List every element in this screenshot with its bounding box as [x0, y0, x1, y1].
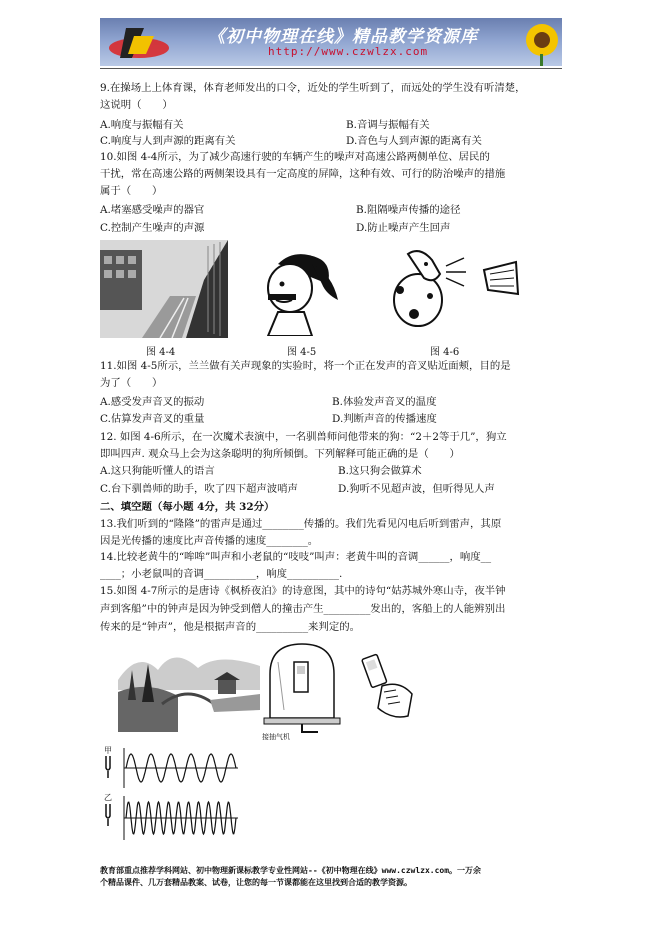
site-url[interactable]: http://www.czwlzx.com — [268, 45, 429, 58]
q12-option-d: D.狗听不见超声波，但听得见人声 — [338, 483, 495, 495]
q9-stem-line1: 9.在操场上上体育课，体育老师发出的口令，近处的学生听到了，而远处的学生没有听清楚， — [100, 82, 526, 94]
q10-stem-line1: 10.如图 4-4所示，为了减少高速行驶的车辆产生的噪声对高速公路两侧单位、居民的 — [100, 151, 490, 163]
fork-a-label: 甲 — [104, 746, 112, 755]
sunflower-image — [518, 18, 562, 66]
q9-option-a: A.响度与振幅有关 — [100, 119, 184, 131]
bell-jar-phone-apparatus — [262, 640, 342, 742]
q10-option-d: D.防止噪声产生回声 — [356, 222, 451, 234]
q9-option-d: D.音色与人到声源的距离有关 — [346, 135, 482, 147]
q12-stem-line1: 12. 如图 4-6所示，在一次魔术表演中，一名驯兽师问他带来的狗：“2＋2等于几”，狗立 — [100, 431, 507, 443]
footer-line1: 教育部重点推荐学科网站、初中物理新课标教学专业性网站--《初中物理在线》www.czwlzx.com。一万余 — [100, 866, 482, 875]
header-rule — [100, 68, 562, 69]
q14-line2: ____；小老鼠叫的音调__________，响度__________. — [100, 568, 343, 580]
figure-4-6-caption: 图 4-6 — [430, 347, 460, 358]
q10-option-b: B.阻隔噪声传播的途径 — [356, 204, 461, 216]
q9-stem-line2: 这说明（ ） — [100, 99, 173, 111]
q13-line2: 因是光传播的速度比声音传播的速度________。 — [100, 535, 319, 547]
q15-line3: 传来的是“钟声”，他是根据声音的__________来判定的。 — [100, 621, 360, 633]
site-title: 《初中物理在线》精品教学资源库 — [208, 27, 478, 47]
q10-stem-line3: 属于（ ） — [100, 185, 163, 197]
q10-option-a: A.堵塞感受噪声的器官 — [100, 204, 205, 216]
girl-tuning-fork-illustration — [248, 244, 340, 336]
q11-option-a: A.感受发声音叉的振动 — [100, 396, 205, 408]
fork-b-label: 乙 — [104, 793, 112, 802]
q9-option-c: C.响度与人到声源的距离有关 — [100, 135, 236, 147]
q15-line1: 15.如图 4-7所示的是唐诗《枫桥夜泊》的诗意图，其中的诗句“姑苏城外寒山寺，夜半钟 — [100, 585, 506, 597]
q9-option-b: B.音调与振幅有关 — [346, 119, 430, 131]
q15-line2: 声到客船”中的钟声是因为钟受到僧人的撞击产生_________发出的，客船上的人能辨别出 — [100, 603, 506, 615]
q13-line1: 13.我们听到的“隆隆”的雷声是通过________传播的。我们先看见闪电后听到雷声，其原 — [100, 518, 502, 530]
dog-whistle-illustration — [380, 244, 520, 336]
site-logo — [104, 22, 174, 64]
q12-stem-line2: 即叫四声. 观众马上会为这条聪明的狗所倾倒。下列解释可能正确的是（ ） — [100, 448, 460, 460]
q11-stem-line1: 11.如图 4-5所示，兰兰做有关声现象的实验时，将一个正在发声的音叉贴近面颊，目的是 — [100, 360, 511, 372]
q11-option-d: D.判断声音的传播速度 — [332, 413, 437, 425]
maple-bridge-landscape-painting — [118, 640, 260, 732]
q12-option-a: A.这只狗能听懂人的语言 — [100, 465, 215, 477]
hand-holding-phone-illustration — [352, 650, 418, 722]
q11-stem-line2: 为了（ ） — [100, 377, 163, 389]
pump-label: 接抽气机 — [262, 733, 290, 741]
q11-option-c: C.估算发声音叉的重量 — [100, 413, 205, 425]
highway-barrier-photo — [100, 240, 228, 338]
q10-stem-line2: 干扰，常在高速公路的两侧架设具有一定高度的屏障，这种有效、可行的防治噪声的措施 — [100, 168, 506, 180]
header-banner — [100, 18, 562, 66]
q12-option-c: C.台下驯兽师的助手，吹了四下超声波哨声 — [100, 483, 298, 495]
figure-4-5-caption: 图 4-5 — [287, 347, 317, 358]
q11-option-b: B.体验发声音叉的温度 — [332, 396, 437, 408]
tuning-fork-waveforms — [100, 744, 240, 842]
figure-4-4-caption: 图 4-4 — [146, 347, 176, 358]
footer-line2: 个精品课件、几万套精品教案、试卷，让您的每一节课都能在这里找到合适的教学资源。 — [100, 878, 412, 887]
q14-line1: 14.比较老黄牛的“哞哞”叫声和小老鼠的“吱吱”叫声：老黄牛叫的音调______，响度__ — [100, 551, 492, 563]
section-heading: 二、填空题（每小题 4分，共 32分） — [100, 501, 275, 513]
q12-option-b: B.这只狗会做算术 — [338, 465, 422, 477]
q10-option-c: C.控制产生噪声的声源 — [100, 222, 205, 234]
